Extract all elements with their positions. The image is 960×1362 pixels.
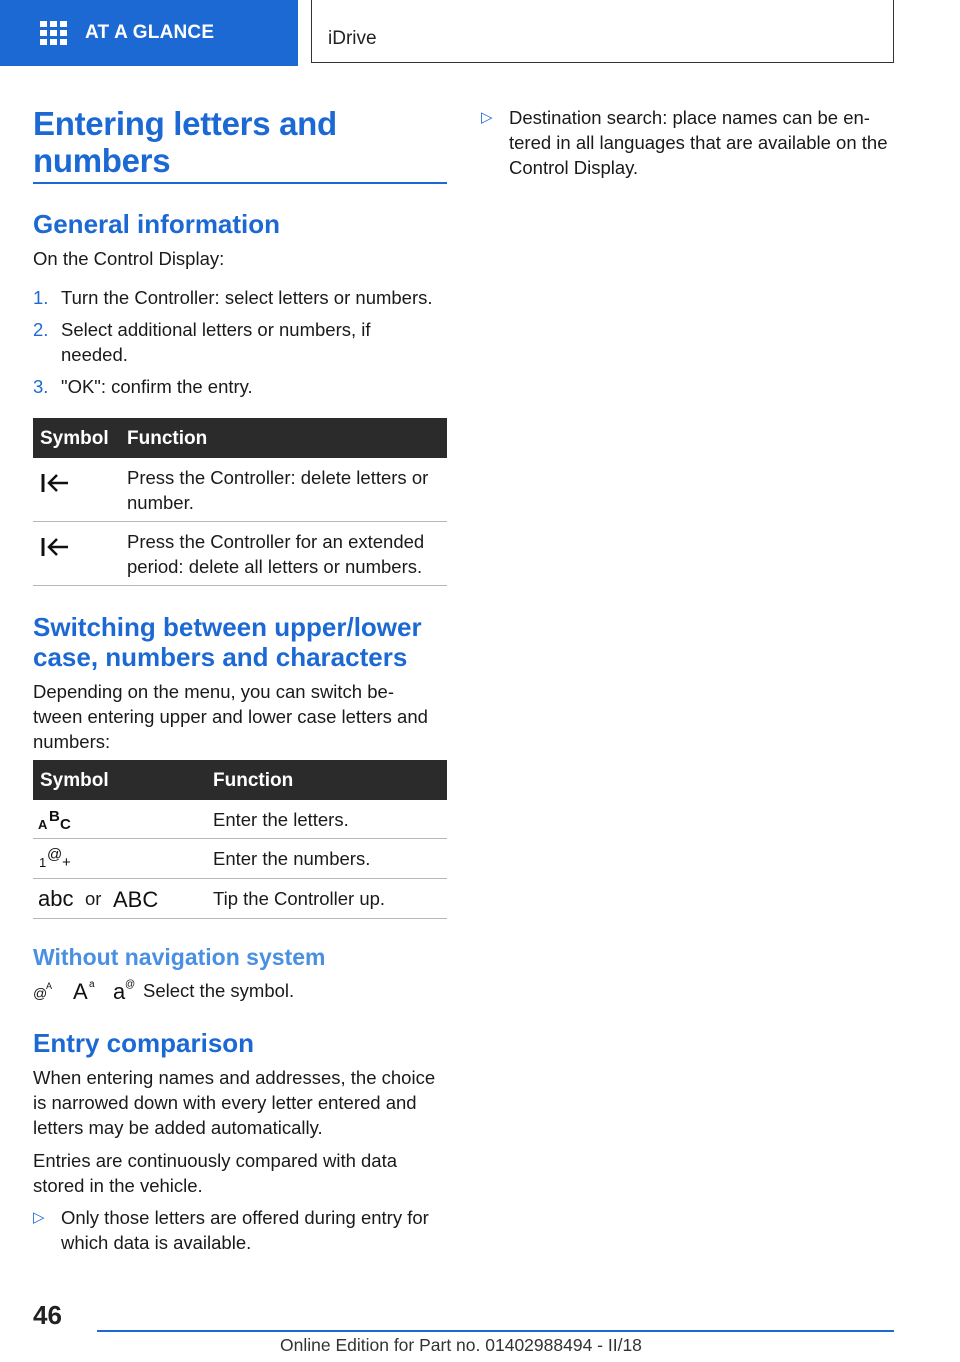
delete-back-icon bbox=[40, 536, 70, 558]
page-title bbox=[33, 105, 337, 179]
entry-comparison-heading: Entry comparison bbox=[33, 1028, 255, 1058]
page-title-line1: Entering letters and bbox=[33, 105, 337, 142]
table-row bbox=[33, 839, 447, 879]
step-number: 3. bbox=[33, 376, 49, 397]
paragraph-line: When entering names and addresses, the choice bbox=[33, 1067, 436, 1088]
list-item bbox=[33, 285, 453, 310]
list-item bbox=[33, 374, 453, 399]
general-intro: On the Control Display: bbox=[33, 248, 225, 269]
letters-mode-icon bbox=[38, 808, 74, 832]
step-text: "OK": confirm the entry. bbox=[61, 376, 253, 397]
switching-heading bbox=[33, 612, 422, 672]
svg-text:C: C bbox=[60, 816, 71, 832]
function-line: Press the Controller for an extended bbox=[127, 531, 425, 552]
bullet-triangle-icon: ▷ bbox=[33, 1209, 45, 1226]
page-number: 46 bbox=[33, 1300, 62, 1330]
list-item bbox=[481, 105, 901, 185]
bullet-line: Destination search: place names can be en- bbox=[509, 107, 870, 128]
bullet-line: Only those letters are offered during entry for bbox=[61, 1207, 429, 1228]
switching-heading-line: case, numbers and characters bbox=[33, 642, 408, 672]
step-text-line: Select additional letters or numbers, if bbox=[61, 319, 371, 340]
svg-text:A: A bbox=[38, 817, 48, 832]
paragraph-line: stored in the vehicle. bbox=[33, 1175, 203, 1196]
title-rule bbox=[33, 182, 447, 184]
function-text bbox=[127, 465, 428, 515]
lowercase-abc-icon bbox=[38, 887, 78, 911]
or-text: or bbox=[85, 888, 102, 909]
entry-comparison-p2 bbox=[33, 1148, 397, 1198]
bullet-line: tered in all languages that are available on the bbox=[509, 132, 888, 153]
chapter-header bbox=[311, 0, 894, 63]
svg-text:ABC: ABC bbox=[113, 887, 159, 911]
no-nav-row bbox=[33, 977, 333, 1005]
at-uppercase-icon bbox=[33, 979, 55, 1001]
svg-text:+: + bbox=[62, 854, 71, 871]
step-number: 2. bbox=[33, 319, 49, 340]
footer-rule bbox=[97, 1330, 894, 1332]
bullet-line: Control Display. bbox=[509, 157, 639, 178]
step-text-line: needed. bbox=[61, 344, 128, 365]
lowercase-a-at-icon bbox=[113, 977, 139, 1003]
svg-text:@: @ bbox=[47, 846, 63, 863]
switching-body-line: tween entering upper and lower case letters and bbox=[33, 706, 428, 727]
col-symbol-header: Symbol bbox=[40, 428, 109, 449]
bullet-line: which data is available. bbox=[61, 1232, 252, 1253]
grid-menu-icon bbox=[40, 21, 67, 45]
table-header bbox=[33, 760, 447, 800]
uppercase-abc-icon bbox=[113, 887, 161, 911]
svg-text:B: B bbox=[49, 808, 60, 825]
table-row bbox=[33, 879, 447, 919]
step-text bbox=[61, 317, 371, 367]
svg-text:@: @ bbox=[33, 985, 48, 1001]
table-row bbox=[33, 458, 447, 522]
table-row bbox=[33, 800, 447, 839]
function-text: Enter the letters. bbox=[213, 809, 349, 830]
svg-text:A: A bbox=[73, 979, 88, 1003]
svg-text:A: A bbox=[46, 981, 53, 991]
svg-text:abc: abc bbox=[38, 887, 74, 911]
function-line: period: delete all letters or numbers. bbox=[127, 556, 423, 577]
switching-body bbox=[33, 679, 428, 754]
numbers-mode-icon bbox=[38, 845, 74, 871]
step-number: 1. bbox=[33, 287, 49, 308]
delete-back-icon bbox=[40, 472, 70, 494]
col-function-header: Function bbox=[213, 770, 294, 791]
list-item bbox=[33, 1205, 453, 1255]
page-title-line2: numbers bbox=[33, 142, 171, 179]
uppercase-a-icon bbox=[73, 977, 99, 1003]
function-line: Press the Controller: delete letters or bbox=[127, 467, 429, 488]
svg-text:@: @ bbox=[125, 979, 136, 990]
section-label: AT A GLANCE bbox=[85, 22, 215, 43]
paragraph-line: letters may be added automatically. bbox=[33, 1117, 323, 1138]
steps-list bbox=[33, 285, 453, 395]
table-row bbox=[33, 522, 447, 586]
no-nav-text: Select the symbol. bbox=[143, 980, 295, 1001]
paragraph-line: Entries are continuously compared with data bbox=[33, 1150, 398, 1171]
paragraph-line: is narrowed down with every letter entered and bbox=[33, 1092, 417, 1113]
svg-text:a: a bbox=[113, 979, 126, 1003]
switching-body-line: numbers: bbox=[33, 731, 111, 752]
step-text: Turn the Controller: select letters or numbers. bbox=[61, 287, 433, 308]
switching-body-line: Depending on the menu, you can switch be- bbox=[33, 681, 394, 702]
function-text: Enter the numbers. bbox=[213, 848, 371, 869]
bullet-text bbox=[61, 1205, 429, 1255]
function-text bbox=[127, 529, 424, 579]
svg-text:a: a bbox=[89, 979, 95, 990]
entry-comparison-p1 bbox=[33, 1065, 435, 1140]
no-nav-heading: Without navigation system bbox=[33, 944, 326, 970]
bullet-text bbox=[509, 105, 888, 180]
function-line: number. bbox=[127, 492, 194, 513]
col-symbol-header: Symbol bbox=[40, 770, 109, 791]
general-heading: General information bbox=[33, 209, 281, 239]
table-header bbox=[33, 418, 447, 458]
function-text: Tip the Controller up. bbox=[213, 888, 386, 909]
switching-heading-line: Switching between upper/lower bbox=[33, 612, 422, 642]
svg-text:1: 1 bbox=[39, 855, 47, 870]
list-item bbox=[33, 317, 453, 367]
edition-text: Online Edition for Part no. 01402988494 - II/18 bbox=[280, 1335, 642, 1355]
mode-symbol-table bbox=[33, 760, 447, 919]
delete-symbol-table bbox=[33, 418, 447, 586]
chapter-title: iDrive bbox=[328, 28, 377, 49]
col-function-header: Function bbox=[127, 428, 208, 449]
bullet-triangle-icon: ▷ bbox=[481, 109, 493, 126]
section-tab[interactable] bbox=[0, 0, 298, 66]
